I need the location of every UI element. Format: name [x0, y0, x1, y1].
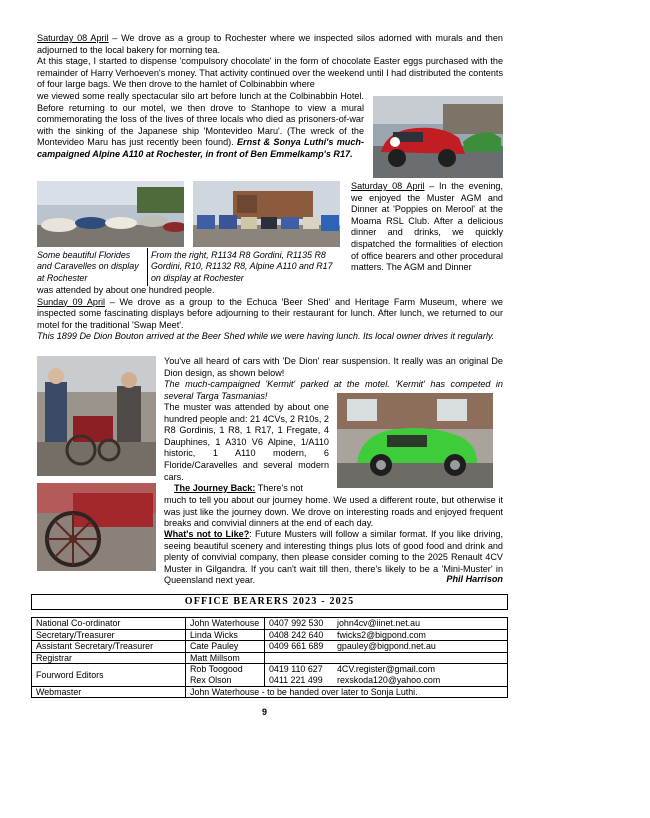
- florides-caption: Some beautiful Florides and Caravelles on display at Rochester: [37, 250, 139, 283]
- role-cell: National Co-ordinator: [32, 618, 186, 630]
- email-cell: [333, 652, 508, 664]
- journey-block: [164, 495, 503, 530]
- table-row: [32, 652, 508, 664]
- role-cell: Webmaster: [32, 686, 186, 698]
- page-number: 9: [262, 707, 268, 717]
- role-cell: Assistant Secretary/Treasurer: [32, 641, 186, 653]
- gordini-caption: From the right, R1134 R8 Gordini, R1135 R8 Gordini, R10, R1132 R8, Alpine A110 and R17 on display at Rochester: [151, 250, 333, 283]
- webmaster-note: John Waterhouse - to be handed over later to Sonja Luthi.: [186, 686, 508, 698]
- para9-text: : Future Musters will follow a similar format. If you like driving, seeing beautiful scenery and interesting things plus lots of good food and drink and plenty of convivial company, then please consider coming to the 2025 Renault 4CV Muster in Gilgandra. If you can't wait till then, there's likely to be a 'Mini-Muster' in Queensland next year.: [164, 529, 503, 586]
- para6-text: You've all heard of cars with 'De Dion' rear suspension. It really was an original De Dion design, as shown below!: [164, 356, 503, 378]
- para4-tail: was attended by about one hundred people.: [37, 285, 215, 295]
- table-row: [32, 618, 508, 630]
- phone-cell: 0409 661 689: [265, 641, 334, 653]
- photo-gordinis: [193, 181, 340, 247]
- photo-alpine-a110: [373, 96, 503, 178]
- email-cell: [333, 664, 508, 686]
- editor-phone-2: 0411 221 499: [269, 674, 323, 685]
- alpine-caption: Ernst & Sonya Luthi's much-campaigned Alpine A110 at Rochester, in front of Ben Emmelkamp's R17.: [37, 137, 364, 159]
- name-cell: Linda Wicks: [186, 629, 265, 641]
- para3-text: we viewed some really spectacular silo art before lunch at the Colbinabbin Hotel. Before returning to our motel, we then drove to Stanhope to view a mural commemorating the loss of the lives of three locals who died as prisoners-of-war with the sinking of the Japanese ship 'Montevideo Maru'. (The wreck of the Montevideo Maru has just recently been found).: [37, 91, 364, 148]
- intro-block: [37, 33, 503, 91]
- caption-divider: [147, 248, 148, 286]
- para4-text: – In the evening, we enjoyed the Muster AGM and Dinner at 'Poppies on Merool' at the Moama RSL Club. After a delicious dinner and drinks, we quickly dispatched the formalities of election of office bearers and other procedural matters. The AGM and Dinner: [351, 181, 503, 273]
- date-saturday-2: Saturday 08 April: [351, 181, 425, 191]
- para7-text: The muster was attended by about one hundred people and: 21 4CVs, 2 R10s, 2 R8 Gordinis, 1 R8, 1 R17, 1 Fregate, 4 Dauphines, 1 A310 V6 Alpine, 1/A110 historic, 1 A110 modern, 6 Floride/Caravelles and several modern cars.: [164, 402, 329, 482]
- phone-cell: 0408 242 640: [265, 629, 334, 641]
- photo-kermit: [337, 393, 493, 488]
- editor-name-1: Rob Toogood: [190, 664, 243, 675]
- role-cell: Fourword Editors: [32, 664, 186, 686]
- name-cell: Matt Millsom: [186, 652, 265, 664]
- journey-heading-line: [174, 483, 329, 495]
- table-row: [32, 686, 508, 698]
- para1-text: – We drove as a group to Rochester where we inspected silos adorned with murals and then adjourned to the local bakery for morning tea.: [37, 33, 503, 55]
- sunday-block: [37, 285, 503, 343]
- role-cell: Registrar: [32, 652, 186, 664]
- colbinabbin-block: [37, 91, 364, 161]
- editor-name-2: Rex Olson: [190, 674, 232, 685]
- phone-cell: [265, 664, 334, 686]
- whats-not-heading: What's not to Like?: [164, 529, 250, 539]
- para2-text: At this stage, I started to dispense 'compulsory chocolate' in the form of chocolate Easter eggs purchased with the remainder of Harry Verhoeven's money. That activity continued over the weekend until I had distributed the contents of four large bags. We then drove to the hamlet of Colbinabbin where: [37, 56, 503, 90]
- photo-de-dion-wheel: [37, 483, 156, 571]
- table-row: [32, 664, 508, 686]
- para8-text: much to tell you about our journey home. We used a different route, but otherwise it was just like the journey down. We drove on interesting roads and enjoyed frequent breaks and convivial dinners at the end of each day.: [164, 495, 503, 529]
- author: Phil Harrison: [446, 574, 503, 584]
- date-sunday: Sunday 09 April: [37, 296, 106, 307]
- phone-cell: [265, 652, 334, 664]
- photo-florides: [37, 181, 184, 247]
- journey-back-heading: The Journey Back:: [174, 483, 256, 493]
- agm-block: [351, 181, 503, 274]
- editor-phone-1: 0419 110 627: [269, 664, 323, 675]
- dedion-text-block: [164, 356, 503, 402]
- role-cell: Secretary/Treasurer: [32, 629, 186, 641]
- phone-cell: 0407 992 530: [265, 618, 334, 630]
- kermit-caption: The much-campaigned 'Kermit' parked at the motel. 'Kermit' has competed in several Targa Tasmanias!: [164, 379, 503, 401]
- name-cell: Cate Pauley: [186, 641, 265, 653]
- muster-stats-block: [164, 402, 329, 483]
- editor-email-1[interactable]: 4CV.register@gmail.com: [337, 664, 435, 675]
- table-row: [32, 641, 508, 653]
- email-cell[interactable]: john4cv@iinet.net.au: [333, 618, 508, 630]
- editor-email-2[interactable]: rexskoda120@yahoo.com: [337, 674, 441, 685]
- name-cell: [186, 664, 265, 686]
- office-bearers-table: [31, 617, 508, 698]
- email-cell[interactable]: fwicks2@bigpond.com: [333, 629, 508, 641]
- name-cell: John Waterhouse: [186, 618, 265, 630]
- date-saturday-1: Saturday 08 April: [37, 33, 109, 43]
- table-row: [32, 629, 508, 641]
- journey-back-lead: There's not: [255, 483, 303, 493]
- office-bearers-title: OFFICE BEARERS 2023 - 2025: [31, 594, 508, 610]
- para5-text: – We drove as a group to the Echuca 'Beer Shed' and Heritage Farm Museum, where we inspected some fascinating displays before adjourning to their restaurant for lunch. After lunch, we returned to our motel for the traditional 'Swap Meet'.: [37, 296, 503, 330]
- email-cell[interactable]: gpauley@bigpond.net.au: [333, 641, 508, 653]
- photo-de-dion-bouton: [37, 356, 156, 476]
- dedion-caption: This 1899 De Dion Bouton arrived at the Beer Shed while we were having lunch. Its local owner drives it regularly.: [37, 331, 495, 342]
